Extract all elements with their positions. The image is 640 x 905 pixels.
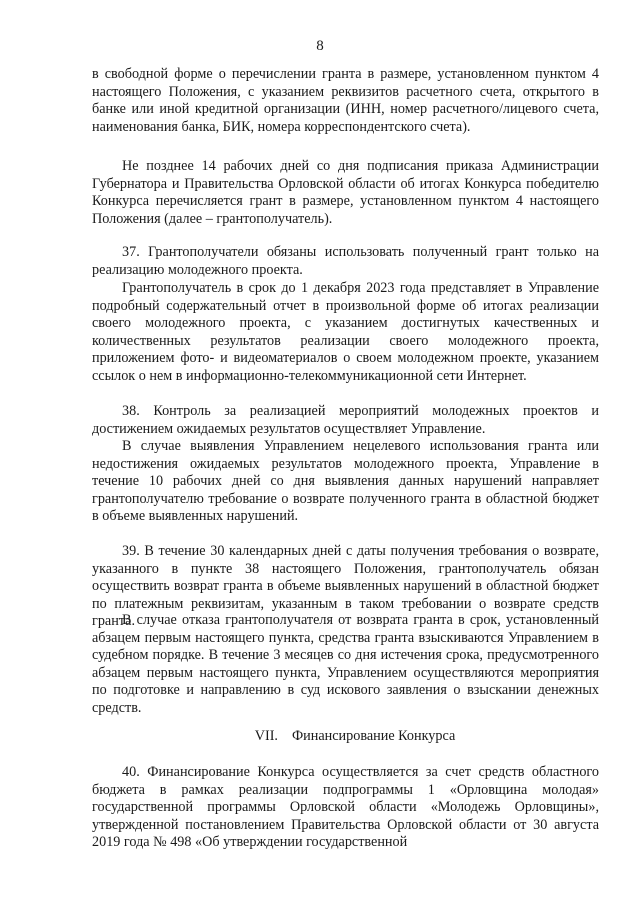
paragraph-request-form (92, 66, 599, 136)
paragraph-report (92, 280, 599, 386)
paragraph-text: 39. В течение 30 календарных дней с даты получения требования о возврате, указанного в пункте 38 настоящего Положения, грантополучатель обязан осуществить возврат гранта в объеме выявленных нарушений в областной бюджет по платежным реквизитам, указанным в таком требовании о возврате средств гранта. (92, 543, 599, 630)
paragraph-text: 40. Финансирование Конкурса осуществляется за счет средств областного бюджета в рамках реализации подпрограммы 1 «Орловщина молодая» государственной программы Орловской области «Молодежь Орловщины», утвержденной постановлением Правительства Орловской области от 30 августа 2019 года № 498 «Об утверждении государственной (92, 764, 599, 851)
paragraph-grant-transfer (92, 158, 599, 228)
paragraph-text: в свободной форме о перечислении гранта в размере, установленном пунктом 4 настоящего Положения, с указанием реквизитов расчетного счета, открытого в банке или иной кредитной организации (ИНН, номер расчетного/лицевого счета, наименования банка, БИК, номера корреспондентского счета). (92, 66, 599, 135)
page-number: 8 (316, 38, 324, 54)
paragraph-38 (92, 403, 599, 438)
paragraph-refusal (92, 612, 599, 718)
paragraph-text: 37. Грантополучатели обязаны использовать полученный грант только на реализацию молодежного проекта. (92, 244, 599, 278)
paragraph-text: Грантополучатель в срок до 1 декабря 2023 года представляет в Управление подробный содержательный отчет в произвольной форме об итогах реализации своего молодежного проекта, с указанием достигнутых качественных и количественных результатов реализации своего молодежного проекта, приложением фото- и видеоматериалов о своем молодежном проекте, указанием ссылок о нем в информационно-телекоммуникационной сети Интернет. (92, 280, 599, 384)
paragraph-40 (92, 764, 599, 852)
paragraph-37 (92, 244, 599, 279)
paragraph-text: В случае выявления Управлением нецелевого использования гранта или недостижения ожидаемых результатов молодежного проекта, Управление в течение 10 рабочих дней со дня выявления данных нарушений направляет грантополучателю требование о возврате полученного гранта в областной бюджет в объеме выявленных нарушений. (92, 438, 599, 525)
section-title: Финансирование Конкурса (291, 728, 456, 744)
section-heading (0, 728, 640, 746)
paragraph-text: В случае отказа грантополучателя от возврата гранта в срок, установленный абзацем первым настоящего пункта, средства гранта взыскиваются Управлением в судебном порядке. В течение 3 месяцев со дня истечения срока, предусмотренного абзацем первым настоящего пункта, Управлением осуществляются мероприятия по подготовке и направлению в суд искового заявления о взыскании денежных средств. (92, 612, 599, 716)
paragraph-misuse (92, 438, 599, 526)
paragraph-text: Не позднее 14 рабочих дней со дня подписания приказа Администрации Губернатора и Правительства Орловской области об итогах Конкурса победителю Конкурса перечисляется грант в размере, установленном пунктом 4 настоящего Положения (далее – грантополучатель). (92, 158, 599, 227)
paragraph-text: 38. Контроль за реализацией мероприятий молодежных проектов и достижением ожидаемых результатов осуществляет Управление. (92, 403, 599, 437)
section-number: VII. (254, 728, 278, 744)
